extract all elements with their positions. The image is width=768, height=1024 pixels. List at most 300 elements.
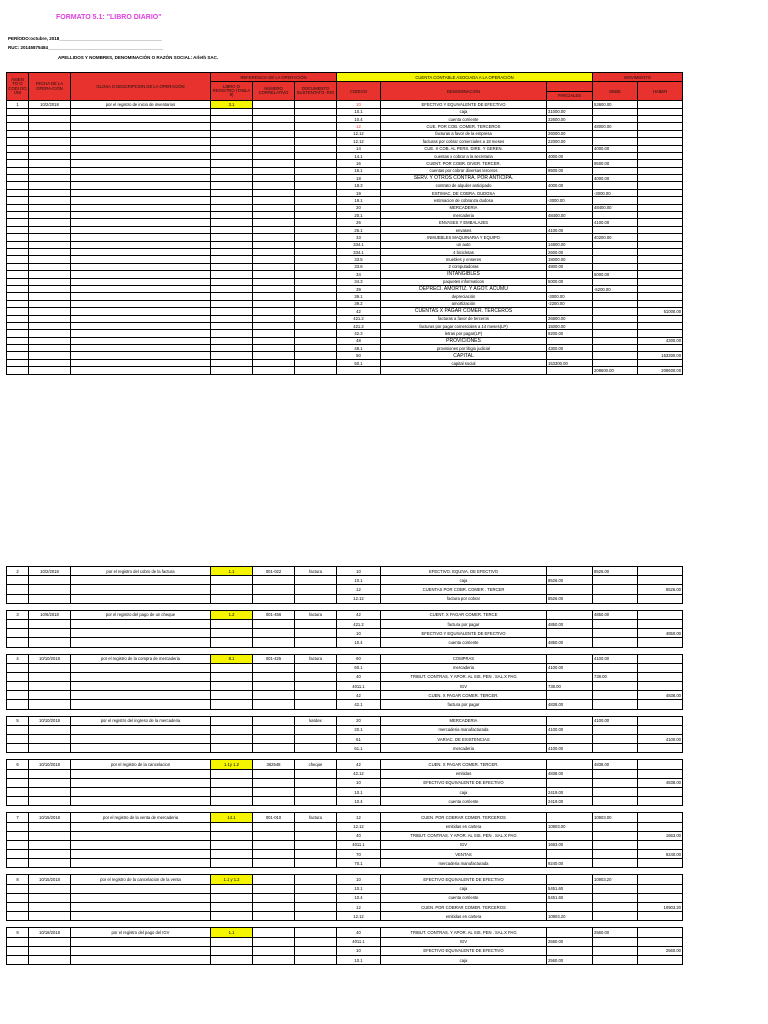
cell-numero <box>253 293 295 300</box>
cell-glosa <box>71 315 211 322</box>
cell-numero <box>253 130 295 137</box>
cell-codigo: 39.1 <box>337 293 381 300</box>
cell-codigo: 50 <box>337 352 381 359</box>
cell-numero: 001-425 <box>253 654 295 663</box>
cell-debe <box>593 345 638 352</box>
cell-asiento <box>7 367 29 374</box>
cell-denominacion: VARIAC. DE EXISTENCIAS <box>381 735 547 744</box>
cell-haber: 51000.00 <box>638 308 683 315</box>
cell-fecha <box>29 322 71 329</box>
spacer-cell <box>29 753 71 760</box>
cell-debe <box>593 797 638 806</box>
cell-debe: 10903.00 <box>593 813 638 822</box>
cell-codigo: 10.1 <box>337 576 381 585</box>
cell-libro <box>211 234 253 241</box>
cell-numero <box>253 241 295 248</box>
cell-glosa <box>71 725 211 734</box>
cell-haber <box>638 263 683 270</box>
table-row <box>7 787 683 796</box>
cell-denominacion: cuenta corriente <box>381 638 547 647</box>
cell-haber <box>638 576 683 585</box>
spacer-cell <box>337 921 381 928</box>
spacer-cell <box>337 603 381 610</box>
cell-fecha <box>29 204 71 211</box>
cell-debe <box>593 226 638 233</box>
cell-libro <box>211 226 253 233</box>
cell-parciales <box>547 946 593 955</box>
cell-asiento <box>7 123 29 130</box>
cell-parciales: 9240.00 <box>547 859 593 868</box>
cell-glosa <box>71 691 211 700</box>
cell-debe <box>593 700 638 709</box>
cell-codigo: 42 <box>337 308 381 315</box>
cell-debe <box>593 691 638 700</box>
spacer-cell <box>71 709 211 716</box>
cell-haber: 4300.00 <box>638 337 683 344</box>
cell-glosa <box>71 946 211 955</box>
cell-libro <box>211 850 253 859</box>
cell-haber <box>638 130 683 137</box>
cell-asiento <box>7 840 29 849</box>
cell-parciales <box>547 352 593 359</box>
cell-fecha <box>29 145 71 152</box>
cell-haber <box>638 271 683 278</box>
cell-haber <box>638 152 683 159</box>
cell-libro <box>211 293 253 300</box>
cell-glosa <box>71 182 211 189</box>
cell-libro <box>211 725 253 734</box>
cell-numero <box>253 367 295 374</box>
spacer-cell <box>253 603 295 610</box>
cell-documento <box>295 315 337 322</box>
cell-parciales: 31000.00 <box>547 108 593 115</box>
col-libro: LIBRO O REGISTRO (TABLA 8) <box>211 82 253 101</box>
cell-denominacion: 2 computadoras <box>381 263 547 270</box>
razon-social-label: APELLIDOS Y NOMBRES, DENOMINACIÓN O RAZÓN SOCIAL: Arleth SAC. <box>58 55 219 60</box>
cell-documento <box>295 903 337 912</box>
cell-asiento <box>7 663 29 672</box>
cell-parciales <box>547 308 593 315</box>
cell-parciales <box>547 735 593 744</box>
cell-libro <box>211 130 253 137</box>
cell-parciales <box>547 123 593 130</box>
cell-libro <box>211 937 253 946</box>
cell-debe: 4100.00 <box>593 219 638 226</box>
spacer-cell <box>593 709 638 716</box>
table-row <box>7 322 683 329</box>
cell-documento <box>295 115 337 122</box>
cell-documento <box>295 249 337 256</box>
cell-glosa <box>71 822 211 831</box>
cell-glosa <box>71 859 211 868</box>
spacer-cell <box>593 868 638 875</box>
cell-codigo: 10.4 <box>337 797 381 806</box>
cell-asiento <box>7 725 29 734</box>
cell-debe <box>593 663 638 672</box>
cell-libro <box>211 308 253 315</box>
cell-documento <box>295 937 337 946</box>
cell-documento <box>295 182 337 189</box>
cell-codigo: 26 <box>337 219 381 226</box>
cell-denominacion: estimacion de cobranza dudosa <box>381 197 547 204</box>
cell-asiento <box>7 145 29 152</box>
spacer-cell <box>295 753 337 760</box>
cell-documento <box>295 840 337 849</box>
cell-codigo: 14.1 <box>337 152 381 159</box>
cell-haber <box>638 330 683 337</box>
cell-debe <box>593 859 638 868</box>
table-row <box>7 619 683 628</box>
cell-haber <box>638 322 683 329</box>
cell-documento <box>295 108 337 115</box>
table-row <box>7 797 683 806</box>
cell-debe <box>593 629 638 638</box>
table-row <box>7 946 683 955</box>
cell-glosa: por el registro de la cancelacion de la venta <box>71 875 211 884</box>
cell-parciales: 1663.00 <box>547 840 593 849</box>
cell-haber <box>638 813 683 822</box>
cell-asiento <box>7 912 29 921</box>
cell-libro <box>211 629 253 638</box>
cell-codigo: 10.1 <box>337 884 381 893</box>
cell-fecha <box>29 345 71 352</box>
cell-denominacion: IGV <box>381 840 547 849</box>
spacer-cell <box>638 753 683 760</box>
cell-asiento <box>7 293 29 300</box>
cell-debe <box>593 212 638 219</box>
cell-denominacion: CUEN. X PAGAR COMER. TERCER. <box>381 691 547 700</box>
cell-debe <box>593 725 638 734</box>
cell-debe: 4000.00 <box>593 145 638 152</box>
cell-debe <box>593 955 638 964</box>
cell-documento <box>295 629 337 638</box>
cell-fecha <box>29 576 71 585</box>
cell-documento <box>295 744 337 753</box>
cell-libro <box>211 249 253 256</box>
cell-debe <box>593 352 638 359</box>
cell-codigo: 10 <box>337 875 381 884</box>
cell-codigo: 10 <box>337 629 381 638</box>
cell-numero <box>253 256 295 263</box>
table-row <box>7 700 683 709</box>
cell-codigo: 39.2 <box>337 300 381 307</box>
cell-numero <box>253 912 295 921</box>
spacer-cell <box>593 603 638 610</box>
cell-libro <box>211 322 253 329</box>
cell-documento <box>295 285 337 292</box>
cell-fecha <box>29 946 71 955</box>
cell-asiento <box>7 735 29 744</box>
cell-glosa <box>71 769 211 778</box>
cell-asiento <box>7 115 29 122</box>
cell-haber: 9240.00 <box>638 850 683 859</box>
spacer-cell <box>547 647 593 654</box>
cell-documento: factura <box>295 813 337 822</box>
cell-parciales: 4838.00 <box>547 769 593 778</box>
spacer-cell <box>295 709 337 716</box>
cell-denominacion: VENTAS <box>381 850 547 859</box>
cell-fecha <box>29 108 71 115</box>
cell-debe <box>593 330 638 337</box>
cell-glosa <box>71 123 211 130</box>
table-row <box>7 610 683 619</box>
cell-numero <box>253 285 295 292</box>
cell-glosa <box>71 249 211 256</box>
cell-debe: 40200.00 <box>593 234 638 241</box>
ruc-label: RUC: 20145875484______________________________________________ <box>8 45 164 50</box>
cell-numero <box>253 308 295 315</box>
spacer-cell <box>7 753 29 760</box>
cell-parciales: 153300.00 <box>547 359 593 366</box>
spacer-cell <box>547 868 593 875</box>
cell-haber <box>638 875 683 884</box>
cell-glosa <box>71 322 211 329</box>
cell-glosa <box>71 884 211 893</box>
cell-haber <box>638 175 683 182</box>
col-debe: DEBE <box>593 82 638 101</box>
cell-documento <box>295 619 337 628</box>
cell-documento <box>295 884 337 893</box>
cell-denominacion: factura por pagar <box>381 619 547 628</box>
cell-codigo: 12.12 <box>337 130 381 137</box>
cell-fecha <box>29 769 71 778</box>
cell-fecha <box>29 700 71 709</box>
table-row <box>7 212 683 219</box>
table-row <box>7 234 683 241</box>
cell-numero: 001-022 <box>253 567 295 576</box>
col-movimiento: MOVIMIENTO <box>593 73 683 82</box>
cell-debe <box>593 585 638 594</box>
cell-denominacion: un auto <box>381 241 547 248</box>
cell-codigo: 70.1 <box>337 859 381 868</box>
cell-documento <box>295 197 337 204</box>
cell-codigo: 48 <box>337 337 381 344</box>
cell-parciales: 4100.00 <box>547 725 593 734</box>
cell-numero <box>253 182 295 189</box>
spacer-cell <box>71 647 211 654</box>
cell-debe <box>593 308 638 315</box>
cell-denominacion: EFECTIVO EQUIVALENTE DE EFECTIVO <box>381 946 547 955</box>
cell-glosa <box>71 735 211 744</box>
cell-haber <box>638 797 683 806</box>
table-row <box>7 884 683 893</box>
cell-glosa <box>71 152 211 159</box>
cell-numero <box>253 212 295 219</box>
cell-fecha <box>29 130 71 137</box>
cell-haber <box>638 145 683 152</box>
cell-asiento <box>7 850 29 859</box>
cell-documento <box>295 672 337 681</box>
cell-debe: 208600.00 <box>593 367 638 374</box>
cell-libro <box>211 822 253 831</box>
cell-debe: 4100.00 <box>593 716 638 725</box>
cell-haber <box>638 293 683 300</box>
cell-parciales <box>547 672 593 681</box>
cell-codigo: 18.3 <box>337 182 381 189</box>
cell-glosa: por el registro de inicio de inventarios <box>71 101 211 108</box>
cell-codigo: 10 <box>337 101 381 108</box>
cell-denominacion: amortización <box>381 300 547 307</box>
cell-documento <box>295 850 337 859</box>
cell-asiento <box>7 937 29 946</box>
cell-libro <box>211 840 253 849</box>
cell-asiento <box>7 955 29 964</box>
cell-parciales: 8526.00 <box>547 594 593 603</box>
cell-asiento <box>7 797 29 806</box>
cell-asiento <box>7 576 29 585</box>
cell-denominacion: EFECTIVO Y EQUIVALENTE DE EFECTIVO <box>381 101 547 108</box>
cell-documento <box>295 928 337 937</box>
cell-codigo: 12 <box>337 813 381 822</box>
table-row <box>7 955 683 964</box>
cell-codigo: 42.12 <box>337 769 381 778</box>
cell-numero <box>253 234 295 241</box>
cell-asiento <box>7 594 29 603</box>
cell-libro <box>211 300 253 307</box>
cell-glosa <box>71 352 211 359</box>
cell-documento <box>295 367 337 374</box>
cell-codigo: 14 <box>337 145 381 152</box>
table-row <box>7 293 683 300</box>
cell-debe <box>593 619 638 628</box>
cell-haber <box>638 115 683 122</box>
cell-asiento <box>7 778 29 787</box>
cell-numero <box>253 859 295 868</box>
cell-numero: 001-010 <box>253 813 295 822</box>
cell-documento <box>295 859 337 868</box>
cell-libro <box>211 359 253 366</box>
cell-debe <box>593 130 638 137</box>
cell-asiento <box>7 322 29 329</box>
cell-numero <box>253 108 295 115</box>
cell-asiento <box>7 212 29 219</box>
cell-asiento <box>7 700 29 709</box>
cell-haber <box>638 567 683 576</box>
cell-debe <box>593 167 638 174</box>
cell-numero <box>253 167 295 174</box>
cell-parciales <box>547 101 593 108</box>
cell-denominacion: factura por cobrar <box>381 594 547 603</box>
table-row <box>7 145 683 152</box>
cell-asiento <box>7 946 29 955</box>
spacer-cell <box>211 647 253 654</box>
table-row <box>7 769 683 778</box>
cell-parciales: 9200.00 <box>547 330 593 337</box>
cell-denominacion: CUE. X COB. AL PERS. DIRE. Y GEREN. <box>381 145 547 152</box>
cell-libro <box>211 160 253 167</box>
cell-glosa: por el registro de la venta de mercaderia <box>71 813 211 822</box>
table-row <box>7 744 683 753</box>
table-row <box>7 315 683 322</box>
cell-parciales: 26000.00 <box>547 130 593 137</box>
cell-haber <box>638 619 683 628</box>
table-row <box>7 197 683 204</box>
cell-denominacion: factura por pagar <box>381 700 547 709</box>
cell-fecha <box>29 337 71 344</box>
cell-fecha <box>29 271 71 278</box>
spacer-cell <box>381 603 547 610</box>
cell-debe: 738.00 <box>593 672 638 681</box>
cell-documento <box>295 226 337 233</box>
cell-parciales <box>547 778 593 787</box>
cell-numero <box>253 682 295 691</box>
cell-codigo: 33 <box>337 234 381 241</box>
cell-asiento <box>7 585 29 594</box>
cell-parciales: 8526.00 <box>547 576 593 585</box>
cell-parciales: 26800.00 <box>547 315 593 322</box>
cell-documento <box>295 175 337 182</box>
cell-parciales <box>547 585 593 594</box>
cell-parciales: 10903.00 <box>547 822 593 831</box>
cell-asiento: 2 <box>7 567 29 576</box>
cell-documento <box>295 359 337 366</box>
cell-debe: 9500.00 <box>593 160 638 167</box>
cell-asiento <box>7 822 29 831</box>
cell-haber: 1663.00 <box>638 831 683 840</box>
cell-codigo <box>337 367 381 374</box>
cell-glosa <box>71 189 211 196</box>
cell-asiento <box>7 263 29 270</box>
cell-debe: 4000.00 <box>593 175 638 182</box>
spacer-cell <box>547 806 593 813</box>
table-row <box>7 256 683 263</box>
cell-codigo: 20.1 <box>337 212 381 219</box>
cell-numero <box>253 352 295 359</box>
cell-debe: 4838.00 <box>593 760 638 769</box>
cell-libro <box>211 672 253 681</box>
cell-numero <box>253 831 295 840</box>
table-row <box>7 152 683 159</box>
cell-glosa <box>71 145 211 152</box>
spacer-cell <box>253 868 295 875</box>
cell-denominacion: EFECTIVO EQUIVALENTE DE EFECTIVO <box>381 778 547 787</box>
cell-numero <box>253 337 295 344</box>
table-row <box>7 160 683 167</box>
col-referencia: REFERENCIA DE LA OPERACIÓN <box>211 73 337 82</box>
cell-parciales <box>547 204 593 211</box>
cell-numero <box>253 101 295 108</box>
cell-libro <box>211 285 253 292</box>
cell-debe <box>593 138 638 145</box>
spacer-cell <box>29 806 71 813</box>
table-row <box>7 175 683 182</box>
cell-fecha <box>29 822 71 831</box>
table-row <box>7 567 683 576</box>
table-row <box>7 831 683 840</box>
cell-parciales: 5451.60 <box>547 893 593 902</box>
cell-libro <box>211 893 253 902</box>
cell-debe: 5000.00 <box>593 271 638 278</box>
table-row <box>7 345 683 352</box>
cell-libro <box>211 108 253 115</box>
cell-fecha <box>29 315 71 322</box>
cell-codigo: 421.2 <box>337 322 381 329</box>
cell-documento <box>295 189 337 196</box>
table-row <box>7 278 683 285</box>
cell-documento <box>295 330 337 337</box>
table-row <box>7 352 683 359</box>
cell-parciales: 4100.00 <box>547 744 593 753</box>
cell-debe <box>593 884 638 893</box>
cell-glosa <box>71 108 211 115</box>
cell-denominacion: mercaderia manufacturada <box>381 725 547 734</box>
cell-haber: 208600.00 <box>638 367 683 374</box>
cell-debe: 53600.00 <box>593 101 638 108</box>
spacer-row <box>7 868 683 875</box>
cell-glosa <box>71 594 211 603</box>
cell-asiento <box>7 787 29 796</box>
cell-denominacion: mercaderia manufacturada <box>381 859 547 868</box>
